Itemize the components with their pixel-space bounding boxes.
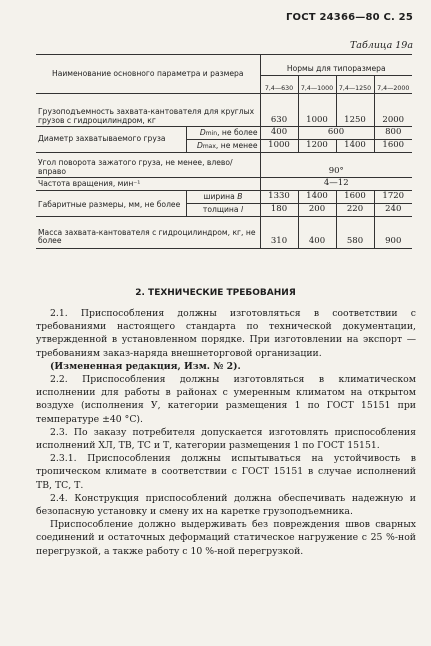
angle-label: Угол поворота зажатого груза, не менее, влево/вправо (38, 157, 233, 176)
paragraph: 2.1. Приспособления должны изготовляться в соответствии с требованиями настоящего стандарта по технической документации, утвержденной в установленном порядке. При изготовлении на экспорт — требованиям заказ-наряда внешнеторговой организации. (36, 308, 416, 359)
capacity-value: 2000 (374, 94, 412, 127)
size-header: 7,4—630 (260, 75, 298, 93)
mass-value: 400 (298, 216, 336, 248)
section-title: 2. ТЕХНИЧЕСКИЕ ТРЕБОВАНИЯ (135, 288, 296, 298)
mass-value: 310 (260, 216, 298, 248)
width-value: 1400 (298, 191, 336, 204)
paragraph: 2.2. Приспособления должны изготовляться в климатическом исполнении для работы в районах с умеренным климатом на открытом воздухе (исполнения У, категории размещения 1 по ГОСТ 15151 при температуре ±40 °С). (36, 374, 416, 425)
capacity-value: 630 (260, 94, 298, 127)
diameter-max-label: Dmax, не менее (186, 140, 260, 153)
table-row (36, 178, 412, 191)
table-row (36, 191, 412, 204)
thickness-value: 240 (374, 203, 412, 216)
thickness-value: 180 (260, 203, 298, 216)
mass-label: Масса захвата-кантователя с гидроцилиндром, кг, не более (38, 227, 256, 246)
mass-value: 900 (374, 216, 412, 248)
frequency-label: Частота вращения, мин⁻¹ (38, 179, 141, 189)
frequency-value: 4—12 (260, 178, 412, 191)
diameter-label: Диаметр захватываемого груза (38, 134, 166, 144)
body-text (36, 307, 416, 558)
thickness-label: толщина l (186, 203, 260, 216)
page-header: ГОСТ 24366—80 С. 25 (285, 12, 413, 23)
dimensions-label: Габаритные размеры, мм, не более (38, 199, 181, 209)
paragraph: 2.3.1. Приспособления должны испытываться на устойчивость в тропическом климате в соответствии с ГОСТ 15151 в случае исполнений ТВ, ТС, Т. (36, 453, 416, 491)
param-header: Наименование основного параметра и размера (51, 68, 244, 78)
diameter-max-value: 1200 (298, 140, 336, 153)
width-label: ширина B (186, 191, 260, 204)
paragraph: 2.4. Конструкция приспособлений должна обеспечивать надежную и безопасную установку и смену их на каретке грузоподъемника. (36, 492, 416, 518)
table-label: Таблица 19а (349, 40, 413, 51)
table-row (36, 127, 412, 140)
thickness-value: 200 (298, 203, 336, 216)
paragraph: 2.3. По заказу потребителя допускается изготовлять приспособления исполнений ХЛ, ТВ, ТС и Т, категории размещения 1 по ГОСТ 15151. (36, 426, 416, 452)
table-row (36, 94, 412, 127)
size-header: 7,4—2000 (374, 75, 412, 93)
capacity-value: 1250 (336, 94, 374, 127)
width-value: 1600 (336, 191, 374, 204)
diameter-min-value: 600 (298, 127, 374, 140)
capacity-label: Грузоподъемность захвата-кантователя для круглых грузов с гидроцилиндром, кг (38, 107, 255, 125)
table-row (36, 152, 412, 177)
paragraph: Приспособление должно выдерживать без повреждения швов сварных соединений и остаточных деформаций статическое нагружение с 25 %-ной перегрузкой, а также работу с 10 %-ной перегрузкой. (36, 519, 416, 557)
size-header: 7,4—1000 (298, 75, 336, 93)
angle-value: 90° (260, 152, 412, 177)
width-value: 1720 (374, 191, 412, 204)
mass-value: 580 (336, 216, 374, 248)
diameter-min-value: 400 (260, 127, 298, 140)
spec-table (36, 54, 412, 249)
norms-header: Нормы для типоразмера (260, 55, 412, 76)
size-header: 7,4—1250 (336, 75, 374, 93)
diameter-min-value: 800 (374, 127, 412, 140)
thickness-value: 220 (336, 203, 374, 216)
diameter-max-value: 1000 (260, 140, 298, 153)
capacity-value: 1000 (298, 94, 336, 127)
diameter-max-value: 1600 (374, 140, 412, 153)
diameter-min-label: Dmin, не более (186, 127, 260, 140)
diameter-max-value: 1400 (336, 140, 374, 153)
width-value: 1330 (260, 191, 298, 204)
amendment-note: (Измененная редакция, Изм. № 2). (50, 360, 241, 372)
table-row (36, 216, 412, 248)
